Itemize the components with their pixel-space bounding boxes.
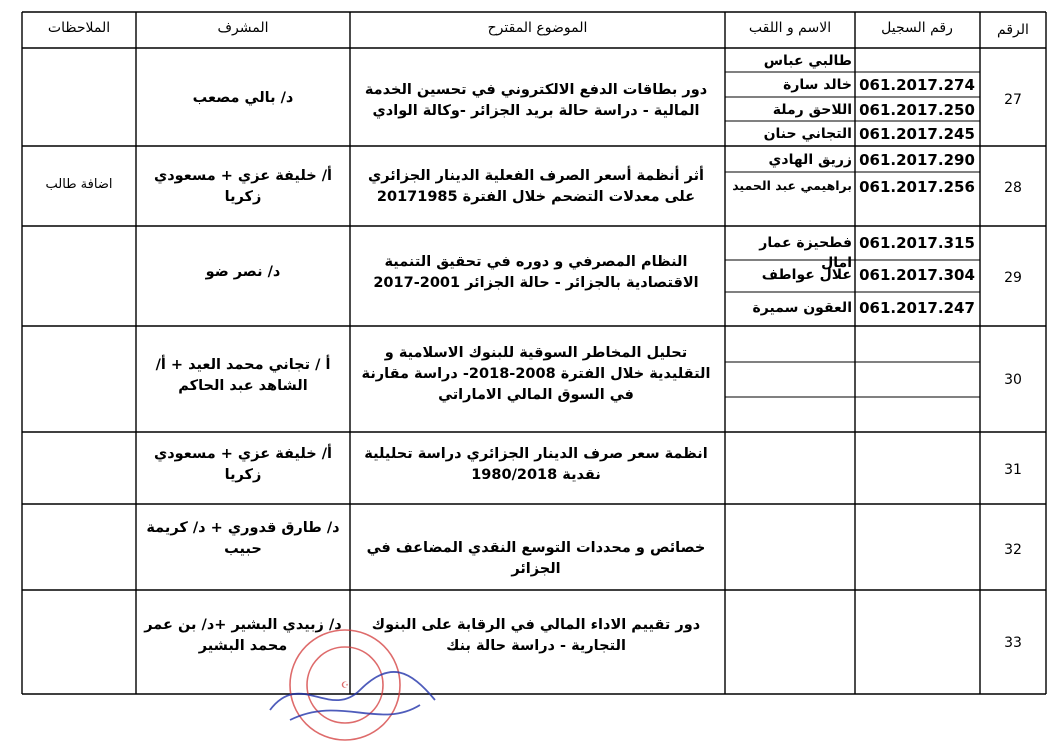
registration-number: 061.2017.245	[859, 125, 975, 143]
registration-number: 061.2017.315	[859, 234, 975, 252]
registration-number: 061.2017.247	[859, 299, 975, 317]
student-name: خالد سارة	[783, 77, 852, 93]
supervisor: د/ زبيدي البشير +د/ بن عمر محمد البشير	[144, 617, 342, 655]
proposed-topic: دور بطاقات الدفع الالكتروني في تحسين الخدمة المالية - دراسة حالة بريد الجزائر -وكالة الوادي	[364, 82, 708, 120]
header-name: الاسم و اللقب	[748, 20, 832, 36]
header-topic: الموضوع المقترح	[487, 20, 588, 36]
row-number: 31	[1004, 462, 1022, 478]
student-name: براهيمي عبد الحميد	[732, 178, 852, 193]
supervisor: أ/ خليفة عزي + مسعودي زكريا	[153, 446, 333, 484]
registration-number: 061.2017.256	[859, 178, 975, 196]
student-name: التجاني حنان	[763, 126, 852, 142]
row-number: 33	[1004, 635, 1022, 651]
svg-text:☪: ☪	[340, 681, 350, 691]
row-number: 28	[1004, 180, 1022, 196]
student-name: زريق الهادي	[768, 152, 852, 168]
proposed-topic: أثر أنظمة أسعر الصرف الفعلية الدينار الجزائري على معدلات التضحم خلال الفترة 20171985	[368, 168, 704, 206]
supervisor: د/ نصر ضو	[205, 264, 281, 280]
student-name: طالبي عباس	[763, 53, 852, 69]
proposed-topic: انظمة سعر صرف الدينار الجزائري دراسة تحليلية نقدية 1980/2018	[364, 446, 708, 484]
header-remarks: الملاحظات	[47, 20, 111, 36]
registration-number: 061.2017.274	[859, 76, 975, 94]
registration-number: 061.2017.304	[859, 266, 975, 284]
student-name: فطحيزة عمار امال	[759, 235, 852, 272]
student-name: اللاحق رملة	[772, 102, 852, 118]
proposed-topic: خصائص و محددات التوسع النقدي المضاعف في الجزائر	[366, 540, 706, 578]
supervisor: د/ طارق قدوري + د/ كريمة حبيب	[146, 520, 340, 558]
remark: اضافة طالب	[45, 177, 113, 192]
header-supervisor: المشرف	[217, 20, 269, 36]
row-number: 30	[1004, 372, 1022, 388]
row-number: 29	[1004, 270, 1022, 286]
registration-number: 061.2017.290	[859, 151, 975, 169]
header-num: الرقم	[997, 22, 1029, 38]
row-number: 27	[1004, 92, 1022, 108]
student-name: علال عواطف	[761, 267, 852, 283]
proposed-topic: تحليل المخاطر السوقية للبنوك الاسلامية و التقليدية خلال الفترة 2008-2018- دراسة مقارنة في السوق المالي الاماراتي	[361, 345, 711, 404]
supervisor: د/ بالي مصعب	[192, 90, 294, 106]
row-number: 32	[1004, 542, 1022, 558]
proposed-topic: النظام المصرفي و دوره في تحقيق التنمية الاقتصادية بالجزائر - حالة الجزائر 2001-2017	[373, 254, 699, 292]
registration-number: 061.2017.250	[859, 101, 975, 119]
student-name: العقون سميرة	[752, 300, 852, 316]
supervisor: أ/ خليفة عزي + مسعودي زكريا	[153, 168, 333, 206]
header-reg: رقم السجيل	[881, 20, 953, 36]
proposed-topic: دور تقييم الاداء المالي في الرقابة على البنوك التجارية - دراسة حالة بنك	[371, 617, 701, 655]
supervisor: أ / تجاني محمد العيد + أ/الشاهد عبد الحاكم	[155, 357, 331, 395]
